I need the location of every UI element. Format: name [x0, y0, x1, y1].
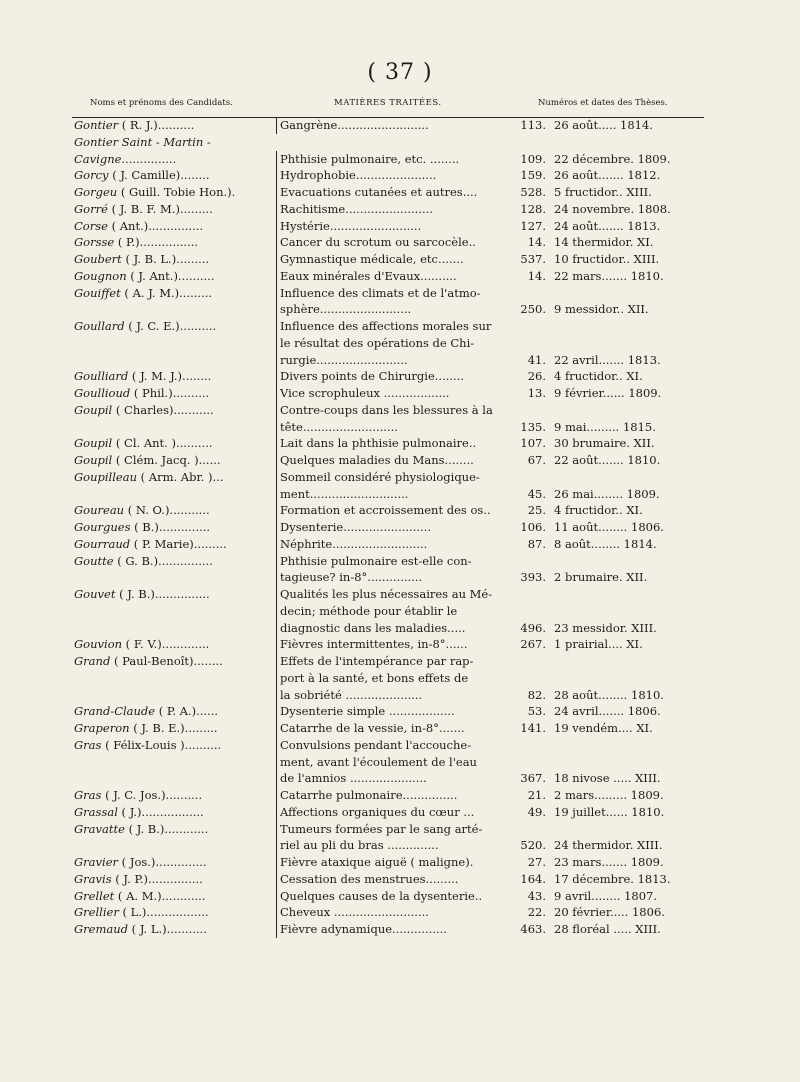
thesis-date: 9 avril........ 1807. [554, 888, 658, 903]
candidate-given-names: ( A. M.)............ [114, 888, 206, 903]
thesis-number: 26. [527, 369, 546, 384]
candidate-given-names: ( J. C. E.).......... [124, 319, 217, 333]
table-row [72, 385, 704, 402]
header-numbers: Numéros et dates des Thèses. [538, 98, 668, 108]
thesis-number: 13. [527, 386, 546, 400]
thesis-number: 135. [520, 419, 546, 434]
thesis-subject: Sommeil considéré physiologique- [276, 469, 518, 486]
thesis-subject: tête.......................... [276, 419, 518, 436]
table-row [72, 620, 704, 637]
candidate-given-names: ( J. Ant.).......... [126, 268, 215, 283]
thesis-date: 26 mai........ 1809. [554, 486, 660, 501]
table-row [72, 837, 704, 854]
candidate-name [74, 888, 270, 905]
candidate-surname: Gravatte [74, 821, 125, 836]
candidate-given-names: ( J. B. L.)......... [121, 252, 210, 266]
thesis-subject: Fièvre ataxique aiguë ( maligne). [276, 854, 518, 871]
thesis-subject: Cancer du scrotum ou sarcocèle.. [276, 234, 518, 251]
thesis-number: 21. [527, 788, 546, 802]
table-row [72, 804, 704, 821]
table-row [72, 368, 704, 385]
header-matters: MATIÈRES TRAITÉES. [334, 98, 442, 108]
table-row [72, 318, 704, 335]
candidate-given-names: ( Ant.)............... [107, 218, 204, 233]
thesis-date: 14 thermidor. XI. [554, 235, 654, 250]
table-row [72, 703, 704, 720]
thesis-number: 14. [527, 235, 546, 250]
thesis-date: 24 août....... 1813. [554, 218, 661, 233]
candidate-surname: Goureau [74, 503, 125, 518]
thesis-subject: Hystérie......................... [276, 218, 518, 235]
thesis-number: 41. [527, 352, 546, 367]
thesis-number: 367. [520, 771, 546, 786]
table-row [72, 251, 704, 268]
table-row [72, 285, 704, 302]
candidate-given-names: ( J. C. Jos.).......... [101, 788, 203, 802]
thesis-subject: Evacuations cutanées et autres.... [276, 184, 518, 201]
table-row [72, 687, 704, 704]
candidate-given-names: ( J. L.)........... [128, 922, 207, 936]
candidate-surname: Gontier Saint - Martin - [74, 134, 211, 149]
candidate-name [74, 787, 270, 804]
thesis-number: 43. [527, 888, 546, 903]
thesis-date: 22 avril....... 1813. [554, 352, 661, 367]
candidate-given-names: ( J. B. E.)......... [129, 721, 218, 735]
column-headers [72, 98, 704, 112]
thesis-subject: Phthisie pulmonaire, etc. ........ [276, 151, 518, 168]
candidate-given-names: ( L.)................. [118, 905, 209, 920]
candidate-given-names: ( Paul-Benoît)........ [110, 654, 223, 668]
candidate-name [74, 234, 270, 251]
candidate-name [74, 703, 270, 720]
table-row [72, 184, 704, 201]
thesis-number: 82. [527, 687, 546, 702]
thesis-number: 49. [527, 804, 546, 819]
thesis-table [72, 117, 704, 977]
candidate-surname: Gravis [74, 871, 112, 886]
candidate-given-names: ( J.)................. [117, 804, 204, 819]
thesis-number: 67. [527, 453, 546, 467]
table-row [72, 653, 704, 670]
candidate-name [74, 469, 270, 486]
candidate-surname: Goutte [74, 553, 114, 568]
thesis-subject: Contre-coups dans les blessures à la [276, 402, 518, 419]
candidate-given-names: ( Félix-Louis ).......... [101, 737, 222, 752]
thesis-date: 1 prairial.... XI. [554, 637, 643, 652]
thesis-number: 393. [520, 570, 546, 585]
table-row [72, 452, 704, 469]
candidate-name [74, 285, 270, 302]
candidate-given-names: ( Jos.).............. [118, 855, 207, 869]
thesis-date: 19 juillet...... 1810. [554, 804, 665, 819]
candidate-name [74, 821, 270, 838]
candidate-given-names: ( J. P.)............... [111, 871, 203, 886]
candidate-surname: Gouvion [74, 637, 123, 652]
candidate-name [74, 871, 270, 888]
thesis-subject: port à la santé, et bons effets de [276, 670, 518, 687]
thesis-subject: Influence des affections morales sur [276, 318, 518, 335]
thesis-number: 25. [527, 503, 546, 518]
candidate-surname: Goupil [74, 402, 113, 417]
thesis-number: 27. [527, 855, 546, 869]
table-row [72, 720, 704, 737]
thesis-subject: le résultat des opérations de Chi- [276, 335, 518, 352]
thesis-number: 537. [520, 252, 546, 266]
candidate-surname: Gravier [74, 855, 119, 869]
candidate-name [74, 737, 270, 754]
candidate-surname: Gontier [74, 118, 119, 132]
thesis-number: 14. [527, 268, 546, 283]
thesis-subject: Fièvres intermittentes, in-8°...... [276, 636, 518, 653]
candidate-surname: Gouvet [74, 587, 116, 601]
thesis-date: 11 août........ 1806. [554, 520, 664, 534]
thesis-number: 250. [520, 302, 546, 317]
candidate-surname: Gourraud [74, 536, 131, 551]
thesis-subject: de l'amnios ..................... [276, 770, 518, 787]
thesis-number: 109. [520, 151, 546, 166]
candidate-name [74, 904, 270, 921]
table-row [72, 419, 704, 436]
candidate-given-names: ( Clém. Jacq. )...... [112, 453, 221, 467]
candidate-given-names: ( B.).............. [130, 520, 211, 534]
table-row [72, 737, 704, 754]
thesis-subject: Dysenterie simple .................. [276, 703, 518, 720]
candidate-surname: Graperon [74, 721, 130, 735]
candidate-name [74, 636, 270, 653]
candidate-surname: Gorgeu [74, 185, 118, 199]
candidate-name [74, 502, 270, 519]
candidate-name [74, 452, 270, 469]
thesis-subject: Dysenterie........................ [276, 519, 518, 536]
thesis-date: 23 messidor. XIII. [554, 620, 657, 635]
candidate-name [74, 151, 270, 168]
thesis-number: 53. [527, 704, 546, 719]
table-row [72, 301, 704, 318]
candidate-name [74, 854, 270, 871]
thesis-subject: la sobriété ..................... [276, 687, 518, 704]
table-row [72, 536, 704, 553]
candidate-given-names: ( Arm. Abr. )... [136, 469, 224, 484]
thesis-subject: Influence des climats et de l'atmo- [276, 285, 518, 302]
table-row [72, 770, 704, 787]
header-names: Noms et prénoms des Candidats. [90, 98, 233, 108]
candidate-surname: Cavigne [74, 151, 122, 166]
thesis-subject: Gangrène......................... [276, 117, 518, 134]
thesis-number: 496. [520, 620, 546, 635]
table-row [72, 402, 704, 419]
table-row [72, 854, 704, 871]
thesis-date: 9 février...... 1809. [554, 386, 662, 400]
thesis-date: 26 août..... 1814. [554, 118, 653, 132]
candidate-surname: Corse [74, 218, 108, 233]
thesis-subject: Cessation des menstrues......... [276, 871, 518, 888]
table-row [72, 821, 704, 838]
thesis-subject: Effets de l'intempérance par rap- [276, 653, 518, 670]
candidate-given-names: ( Guill. Tobie Hon.). [117, 185, 236, 199]
thesis-number: 159. [520, 168, 546, 183]
candidate-name [74, 251, 270, 268]
candidate-name [74, 519, 270, 536]
thesis-subject: Convulsions pendant l'accouche- [276, 737, 518, 754]
table-row [72, 352, 704, 369]
table-row [72, 435, 704, 452]
table-row [72, 134, 704, 151]
thesis-date: 24 avril....... 1806. [554, 704, 661, 719]
thesis-date: 28 floréal ..... XIII. [554, 922, 661, 936]
thesis-subject: rurgie......................... [276, 352, 518, 369]
thesis-number: 127. [520, 218, 546, 233]
candidate-given-names: ( N. O.)........... [124, 503, 210, 518]
thesis-number: 45. [527, 486, 546, 501]
thesis-subject: ment, avant l'écoulement de l'eau [276, 754, 518, 771]
candidate-surname: Grand-Claude [74, 704, 156, 719]
candidate-given-names: ( A. J. M.)......... [120, 285, 213, 300]
candidate-name [74, 402, 270, 419]
table-row [72, 167, 704, 184]
candidate-name [74, 536, 270, 553]
candidate-given-names: ( Phil.).......... [130, 386, 210, 400]
thesis-number: 463. [520, 922, 546, 936]
thesis-date: 2 mars......... 1809. [554, 788, 664, 802]
thesis-date: 10 fructidor.. XIII. [554, 252, 660, 266]
candidate-surname: Gras [74, 737, 102, 752]
thesis-date: 20 février..... 1806. [554, 905, 665, 920]
thesis-date: 17 décembre. 1813. [554, 871, 671, 886]
candidate-name [74, 435, 270, 452]
candidate-surname: Grand [74, 654, 111, 668]
thesis-date: 26 août....... 1812. [554, 168, 661, 183]
thesis-subject: Catarrhe de la vessie, in-8°....... [276, 720, 518, 737]
candidate-surname: Grellet [74, 888, 115, 903]
candidate-given-names: ( G. B.)............... [113, 553, 213, 568]
candidate-name [74, 318, 270, 335]
table-row [72, 151, 704, 168]
thesis-subject: Tumeurs formées par le sang arté- [276, 821, 518, 838]
candidate-surname: Gremaud [74, 922, 129, 936]
candidate-surname: Gougnon [74, 268, 127, 283]
candidate-name [74, 134, 270, 151]
candidate-surname: Gorsse [74, 235, 115, 250]
candidate-name [74, 117, 270, 134]
table-row [72, 553, 704, 570]
thesis-date: 9 mai......... 1815. [554, 419, 656, 434]
thesis-date: 19 vendém.... XI. [554, 721, 653, 735]
candidate-name [74, 921, 270, 938]
thesis-number: 520. [520, 838, 546, 853]
thesis-date: 4 fructidor.. XI. [554, 369, 643, 384]
thesis-number: 87. [527, 536, 546, 551]
candidate-surname: Goullioud [74, 386, 131, 400]
candidate-name [74, 553, 270, 570]
thesis-subject: Quelques causes de la dysenterie.. [276, 888, 518, 905]
candidate-given-names: ( Charles)........... [112, 402, 214, 417]
thesis-date: 2 brumaire. XII. [554, 570, 648, 585]
candidate-surname: Gras [74, 788, 102, 802]
candidate-given-names: ( P.)................ [114, 235, 199, 250]
thesis-number: 128. [520, 201, 546, 216]
thesis-date: 4 fructidor.. XI. [554, 503, 643, 518]
candidate-given-names: ( Cl. Ant. ).......... [112, 436, 213, 451]
table-row [72, 603, 704, 620]
candidate-surname: Grellier [74, 905, 119, 920]
thesis-subject: Rachitisme........................ [276, 201, 518, 218]
thesis-number: 164. [520, 871, 546, 886]
candidate-surname: Gorré [74, 201, 108, 216]
table-row [72, 569, 704, 586]
candidate-surname: Goubert [74, 252, 122, 266]
thesis-date: 22 mars....... 1810. [554, 268, 664, 283]
thesis-date: 9 messidor.. XII. [554, 302, 649, 317]
candidate-surname: Goupil [74, 436, 113, 451]
candidate-name [74, 368, 270, 385]
candidate-given-names: ( R. J.).......... [118, 118, 195, 132]
candidate-given-names: ( J. Camille)........ [108, 168, 210, 183]
table-row [72, 218, 704, 235]
candidate-surname: Gouiffet [74, 285, 121, 300]
candidate-name [74, 218, 270, 235]
candidate-name [74, 804, 270, 821]
candidate-surname: Grassal [74, 804, 118, 819]
thesis-date: 22 décembre. 1809. [554, 151, 671, 166]
table-row [72, 636, 704, 653]
thesis-subject: Gymnastique médicale, etc....... [276, 251, 518, 268]
thesis-subject: Qualités les plus nécessaires au Mé- [276, 586, 518, 603]
table-row [72, 335, 704, 352]
thesis-number: 141. [520, 721, 546, 735]
candidate-name [74, 720, 270, 737]
candidate-name [74, 184, 270, 201]
thesis-subject: Lait dans la phthisie pulmonaire.. [276, 435, 518, 452]
table-row [72, 268, 704, 285]
thesis-date: 18 nivose ..... XIII. [554, 771, 661, 786]
table-row [72, 888, 704, 905]
thesis-number: 106. [520, 520, 546, 534]
candidate-given-names: ............... [121, 151, 177, 166]
thesis-subject: riel au pli du bras .............. [276, 837, 518, 854]
table-row [72, 234, 704, 251]
page-number: ( 37 ) [367, 60, 433, 85]
thesis-subject: diagnostic dans les maladies..... [276, 620, 518, 637]
table-row [72, 201, 704, 218]
candidate-given-names: ( P. A.)...... [155, 704, 219, 719]
thesis-subject: Affections organiques du cœur ... [276, 804, 518, 821]
thesis-number: 267. [520, 637, 546, 652]
table-row [72, 586, 704, 603]
thesis-date: 22 août....... 1810. [554, 453, 661, 467]
candidate-name [74, 201, 270, 218]
thesis-subject: Néphrite.......................... [276, 536, 518, 553]
thesis-subject: decin; méthode pour établir le [276, 603, 518, 620]
thesis-date: 30 brumaire. XII. [554, 436, 655, 451]
candidate-given-names: ( P. Marie)......... [130, 536, 227, 551]
thesis-subject: sphère......................... [276, 301, 518, 318]
thesis-subject: Hydrophobie...................... [276, 167, 518, 184]
candidate-surname: Goullard [74, 319, 125, 333]
thesis-subject: Quelques maladies du Mans........ [276, 452, 518, 469]
thesis-subject: tagieuse? in-8°............... [276, 569, 518, 586]
table-row [72, 502, 704, 519]
candidate-given-names: ( J. M. J.)........ [128, 369, 212, 384]
table-row [72, 787, 704, 804]
thesis-number: 528. [520, 185, 546, 199]
table-row [72, 519, 704, 536]
table-row [72, 117, 704, 134]
table-row [72, 921, 704, 938]
candidate-surname: Goupil [74, 453, 113, 467]
thesis-subject: Divers points de Chirurgie........ [276, 368, 518, 385]
thesis-subject: Phthisie pulmonaire est-elle con- [276, 553, 518, 570]
candidate-given-names: ( F. V.)............. [122, 637, 210, 652]
candidate-surname: Goupilleau [74, 469, 137, 484]
thesis-subject: Eaux minérales d'Evaux.......... [276, 268, 518, 285]
candidate-name [74, 385, 270, 402]
thesis-date: 5 fructidor.. XIII. [554, 185, 652, 199]
candidate-given-names: ( J. B. F. M.)......... [107, 201, 213, 216]
candidate-surname: Goulliard [74, 369, 129, 384]
table-row [72, 486, 704, 503]
thesis-date: 24 novembre. 1808. [554, 201, 671, 216]
candidate-given-names: ( J. B.)............ [124, 821, 209, 836]
thesis-number: 22. [527, 905, 546, 920]
thesis-date: 23 mars....... 1809. [554, 855, 664, 869]
candidate-name [74, 268, 270, 285]
candidate-surname: Gourgues [74, 520, 131, 534]
candidate-name [74, 653, 270, 670]
thesis-subject: Fièvre adynamique............... [276, 921, 518, 938]
table-row [72, 871, 704, 888]
table-row [72, 754, 704, 771]
thesis-date: 8 août........ 1814. [554, 536, 657, 551]
table-row [72, 904, 704, 921]
table-row [72, 670, 704, 687]
thesis-subject: Cheveux .......................... [276, 904, 518, 921]
candidate-name [74, 167, 270, 184]
candidate-surname: Gorcy [74, 168, 109, 183]
candidate-name [74, 586, 270, 603]
thesis-number: 113. [520, 118, 546, 132]
thesis-subject: Formation et accroissement des os.. [276, 502, 518, 519]
thesis-subject: Vice scrophuleux .................. [276, 385, 518, 402]
thesis-date: 28 août........ 1810. [554, 687, 664, 702]
table-row [72, 469, 704, 486]
candidate-given-names: ( J. B.)............... [115, 587, 210, 601]
thesis-date: 24 thermidor. XIII. [554, 838, 663, 853]
thesis-subject: Catarrhe pulmonaire............... [276, 787, 518, 804]
thesis-number: 107. [520, 436, 546, 451]
thesis-subject: ment........................... [276, 486, 518, 503]
